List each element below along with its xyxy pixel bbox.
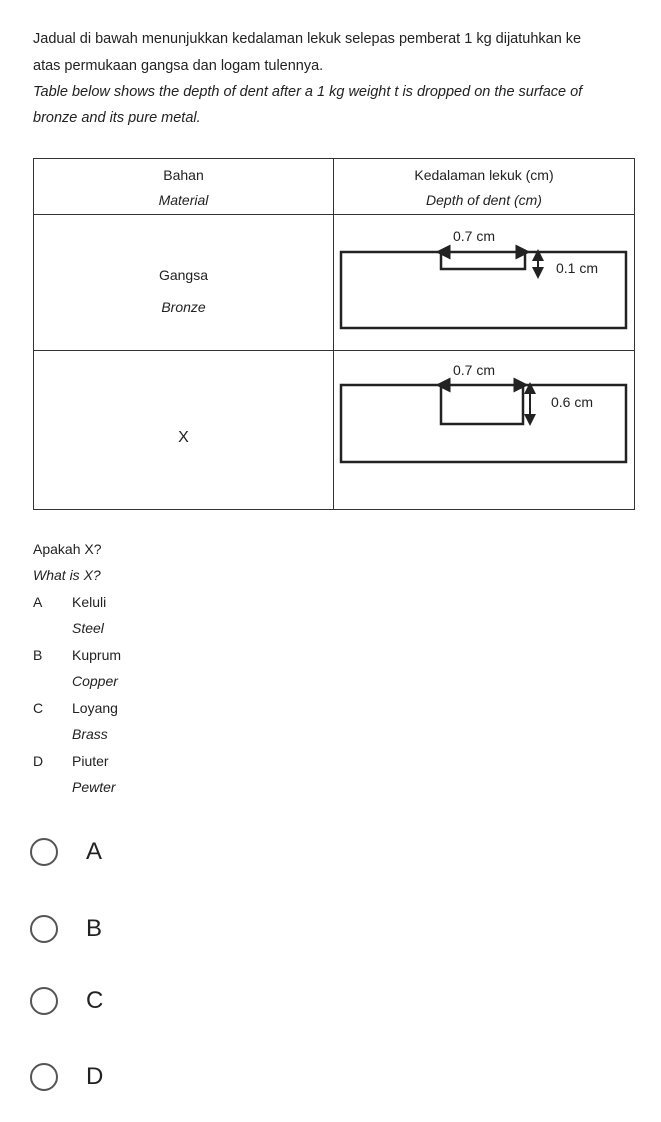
option-letter: D [33,753,44,769]
row2-depth-label: 0.6 cm [551,394,594,410]
option-ms: Kuprum [72,647,122,663]
radio-button[interactable] [30,838,58,866]
intro-en-line2: bronze and its pure metal. [33,110,201,126]
intro-ms-line1: Jadual di bawah menunjukkan kedalaman lekuk selepas pemberat 1 kg dijatuhkan ke [33,31,582,47]
radio-button[interactable] [30,1063,58,1091]
answer-label[interactable]: A [86,838,103,865]
row2-material-x: X [178,429,189,446]
header-depth-ms: Kedalaman lekuk (cm) [414,167,554,183]
row1-depth-label: 0.1 cm [556,260,599,276]
option-letter: B [33,647,43,663]
intro-ms-line2: atas permukaan gangsa dan logam tulennya. [33,58,324,74]
ask-en: What is X? [33,567,101,583]
header-material-ms: Bahan [163,167,204,183]
intro-en-line1: Table below shows the depth of dent after a 1 kg weight t is dropped on the surface of [33,84,583,100]
answer-label[interactable]: D [86,1063,104,1090]
option-en: Steel [72,620,104,636]
header-material-en: Material [158,192,209,208]
row1-material-ms: Gangsa [158,267,209,283]
option-en: Pewter [72,779,116,795]
radio-button[interactable] [30,915,58,943]
ask-ms: Apakah X? [33,541,102,557]
row1-material-en: Bronze [161,299,206,315]
answer-label[interactable]: B [86,915,103,942]
answer-label[interactable]: C [86,987,104,1014]
option-ms: Keluli [72,594,107,610]
option-letter: A [33,594,43,610]
header-depth-en: Depth of dent (cm) [426,192,542,208]
option-ms: Piuter [72,753,109,769]
row1-width-label: 0.7 cm [453,228,496,244]
option-en: Brass [72,726,108,742]
option-en: Copper [72,673,118,689]
radio-button[interactable] [30,987,58,1015]
option-letter: C [33,700,44,716]
option-ms: Loyang [72,700,118,716]
row2-width-label: 0.7 cm [453,362,496,378]
